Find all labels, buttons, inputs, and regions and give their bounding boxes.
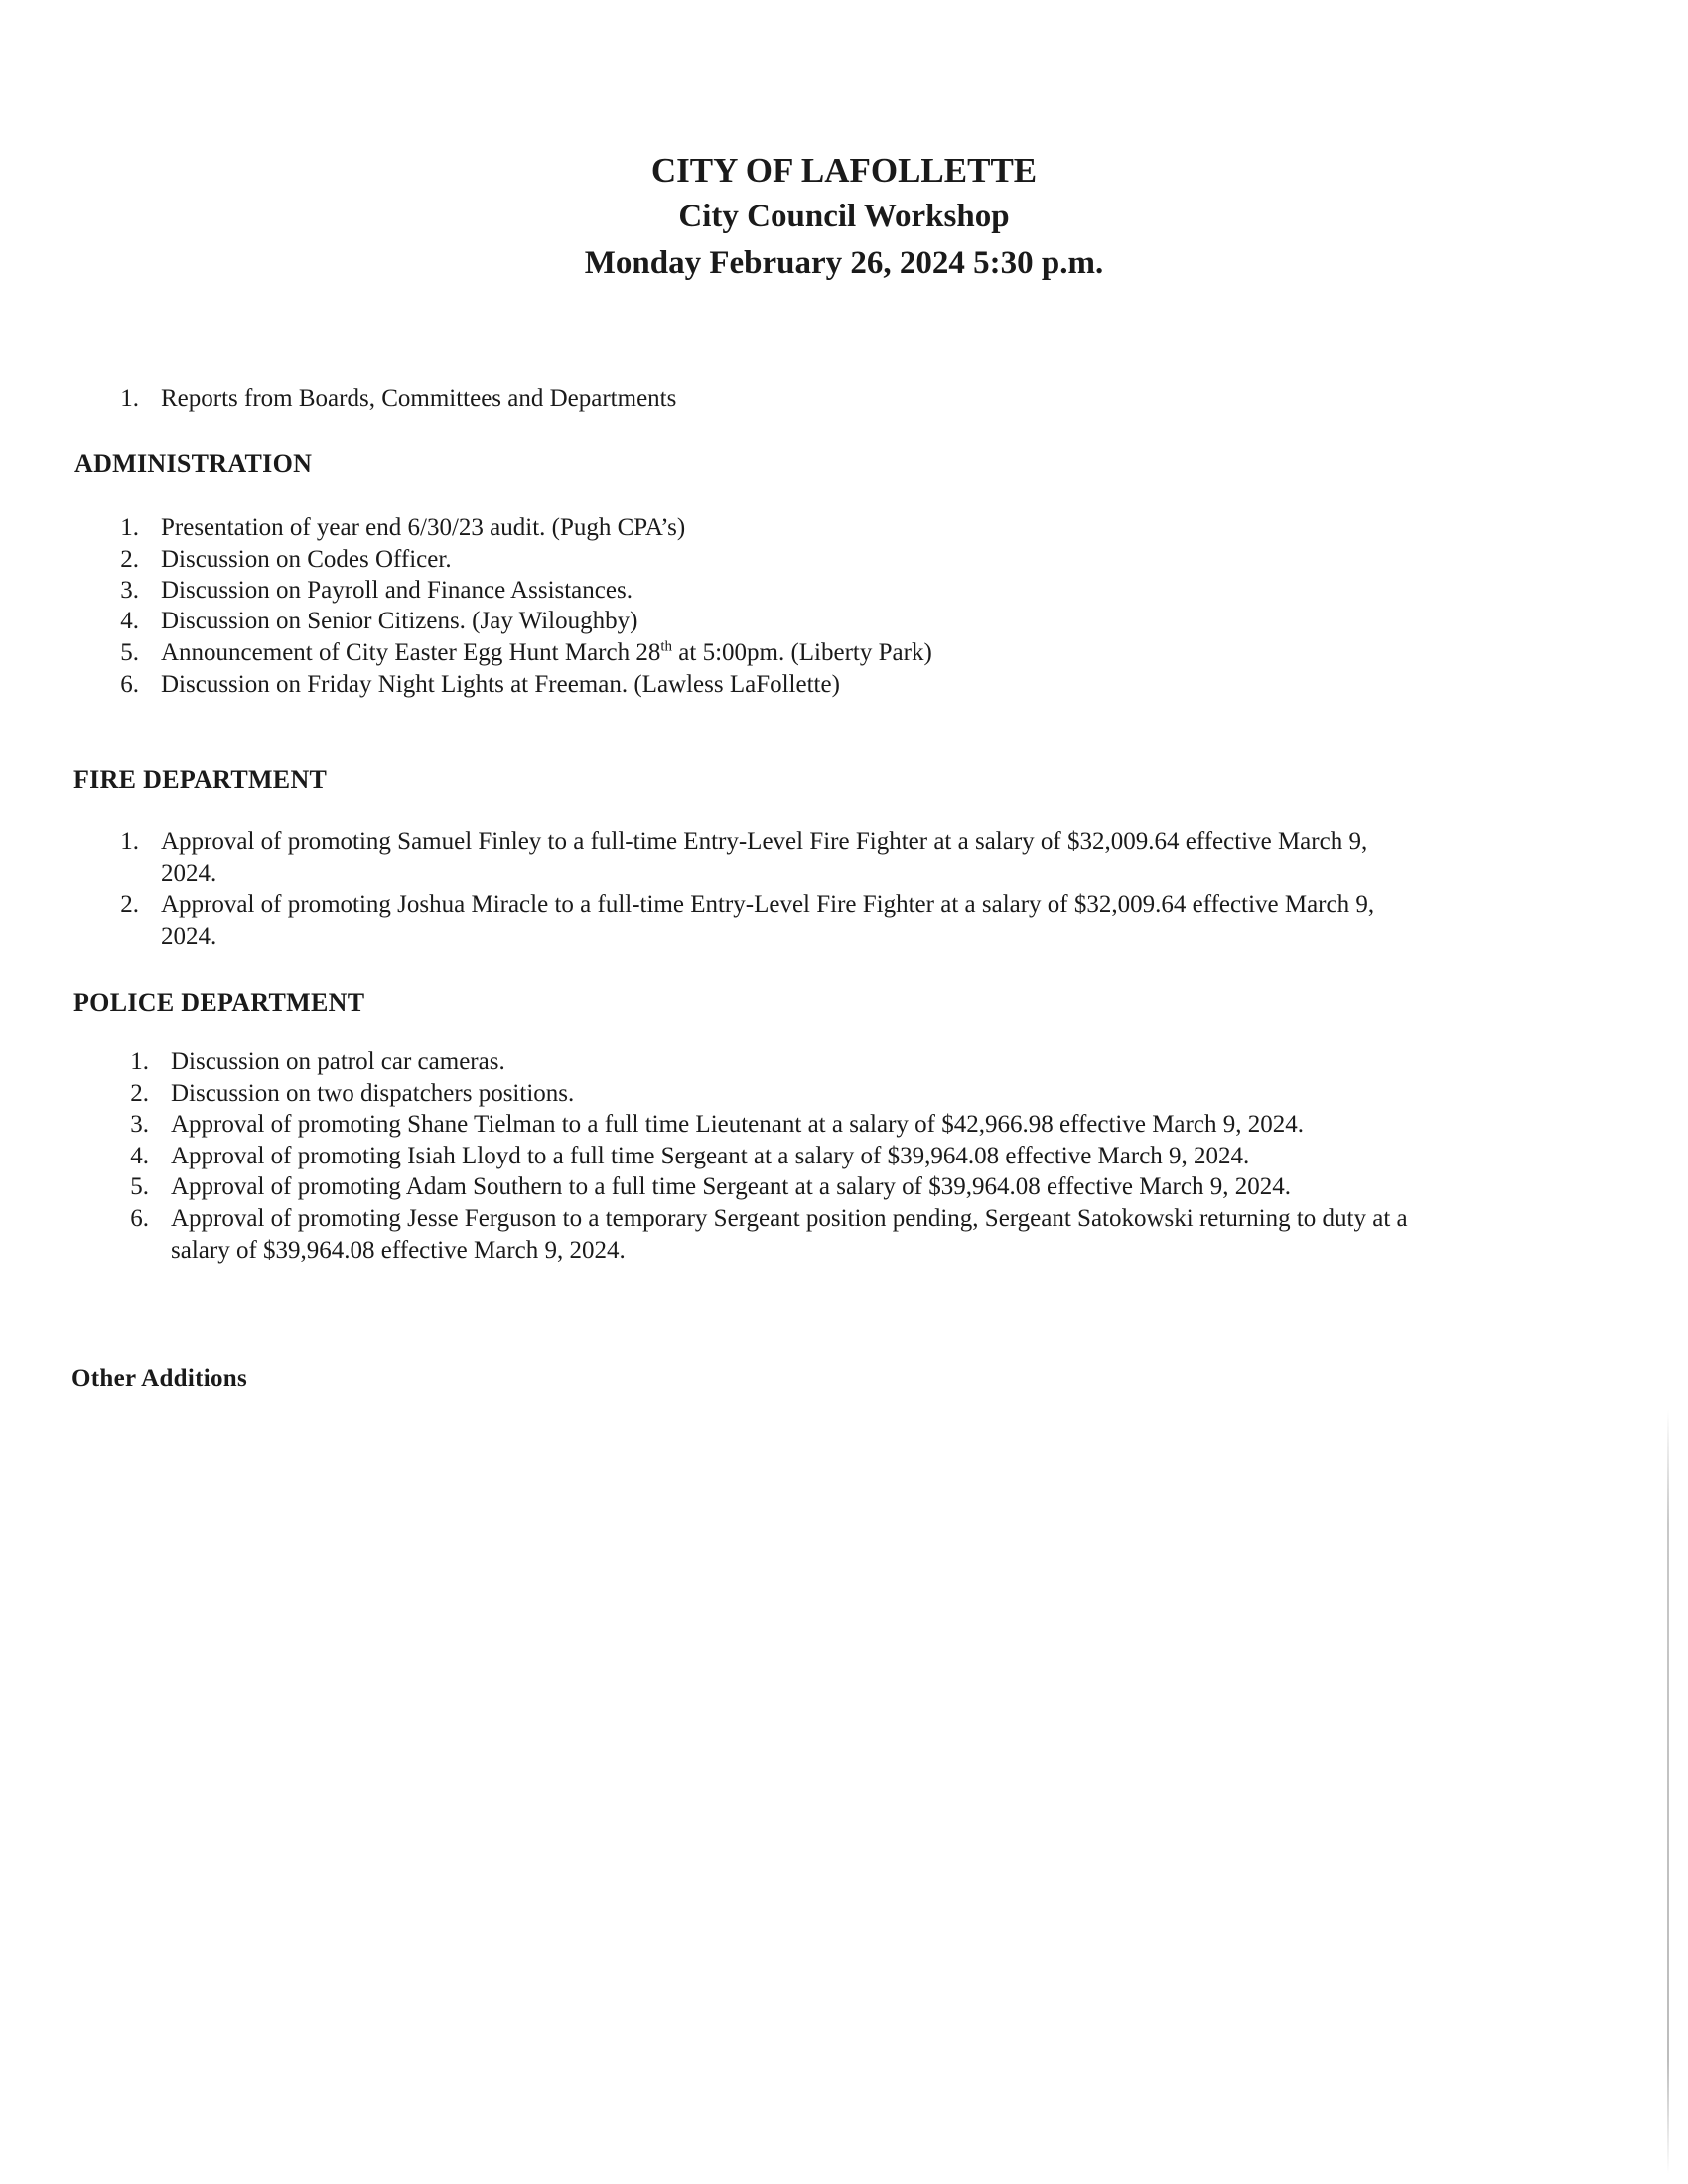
item-text-continued: salary of $39,964.08 effective March 9, 2024.: [171, 1237, 626, 1264]
item-text: Presentation of year end 6/30/23 audit. (Pugh CPA’s): [161, 514, 686, 541]
item-text-continued: 2024.: [161, 923, 217, 950]
item-number: 1.: [130, 1048, 149, 1075]
meeting-datetime: Monday February 26, 2024 5:30 p.m.: [584, 245, 1104, 281]
item-number: 4.: [120, 608, 139, 634]
list-item: [109, 575, 1599, 607]
list-item: [109, 889, 1599, 953]
item-text: Discussion on Codes Officer.: [161, 546, 452, 573]
list-item: [109, 512, 1599, 544]
item-text-part: at 5:00pm. (Liberty Park): [672, 639, 932, 666]
item-text: Approval of promoting Joshua Miracle to a full-time Entry-Level Fire Fighter at a salary of $32,009.64 effective March 9,: [161, 891, 1375, 918]
item-number: 6.: [120, 671, 139, 698]
list-item: [119, 1109, 1609, 1141]
section-heading-fire: FIRE DEPARTMENT: [73, 765, 328, 794]
item-text: Approval of promoting Isiah Lloyd to a full time Sergeant at a salary of $39,964.08 effective March 9, 2024.: [171, 1143, 1250, 1169]
list-item: [119, 1171, 1609, 1203]
item-text: Approval of promoting Samuel Finley to a full-time Entry-Level Fire Fighter at a salary of $32,009.64 effective March 9,: [161, 828, 1368, 855]
item-number: 1.: [120, 828, 139, 855]
item-number: 5.: [120, 639, 139, 666]
ordinal-suffix: th: [660, 638, 673, 655]
list-item: [109, 826, 1599, 889]
item-text: Discussion on Senior Citizens. (Jay Wiloughby): [161, 608, 638, 634]
item-number: 2.: [120, 891, 139, 918]
item-number: 4.: [130, 1143, 149, 1169]
scan-edge-artifact: [1667, 1410, 1669, 2174]
item-text: Discussion on Friday Night Lights at Freeman. (Lawless LaFollette): [161, 671, 840, 698]
agenda-header: [0, 147, 1688, 287]
list-item: [119, 1203, 1609, 1267]
section-heading-administration: ADMINISTRATION: [74, 449, 313, 478]
item-text-part: Announcement of City Easter Egg Hunt March 28: [161, 639, 661, 666]
item-number: 3.: [120, 577, 139, 604]
item-number: 3.: [130, 1111, 149, 1138]
item-text: Discussion on Payroll and Finance Assistances.: [161, 577, 633, 604]
item-number: 2.: [130, 1080, 149, 1107]
item-text-continued: 2024.: [161, 860, 217, 887]
item-number: 2.: [120, 546, 139, 573]
item-text: Approval of promoting Jesse Ferguson to a temporary Sergeant position pending, Sergeant Satokowski returning to duty at a: [171, 1205, 1408, 1232]
meeting-title: City Council Workshop: [678, 199, 1010, 234]
item-text: Discussion on two dispatchers positions.: [171, 1080, 575, 1107]
list-item: [109, 606, 1599, 637]
list-item: [109, 669, 1599, 701]
item-text: Approval of promoting Shane Tielman to a full time Lieutenant at a salary of $42,966.98 effective March 9, 2024.: [171, 1111, 1304, 1138]
list-item: [109, 544, 1599, 576]
item-text: [109, 637, 1599, 669]
opening-item: [109, 383, 1599, 415]
list-item: [119, 1046, 1609, 1078]
list-item: [119, 1078, 1609, 1110]
item-text: Reports from Boards, Committees and Departments: [161, 385, 677, 412]
item-number: 5.: [130, 1173, 149, 1200]
list-item: [109, 637, 1599, 669]
section-heading-other-additions: Other Additions: [71, 1365, 247, 1392]
section-heading-police: POLICE DEPARTMENT: [73, 988, 365, 1017]
list-item: [119, 1141, 1609, 1172]
item-text: Approval of promoting Adam Southern to a full time Sergeant at a salary of $39,964.08 effective March 9, 2024.: [171, 1173, 1291, 1200]
city-name: CITY OF LAFOLLETTE: [650, 151, 1038, 190]
item-text: Discussion on patrol car cameras.: [171, 1048, 505, 1075]
item-number: 6.: [130, 1205, 149, 1232]
item-number: 1.: [120, 385, 139, 412]
item-number: 1.: [120, 514, 139, 541]
